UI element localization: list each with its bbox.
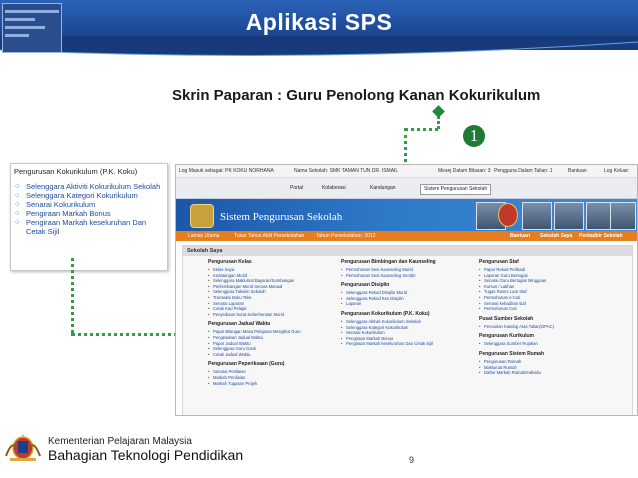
menu-group — [479, 351, 619, 376]
menu-group — [341, 311, 481, 347]
menu-link[interactable]: • Pencarian Katalog Atas Talian(OPAC) — [479, 324, 619, 330]
menu-link[interactable]: • Permohonan Cuti — [479, 306, 619, 312]
menu-group-heading: Pengurusan Bimbingan dan Kaunseling — [341, 259, 436, 265]
help-link[interactable]: Bantuan — [568, 168, 587, 174]
menu-group-list — [208, 369, 348, 386]
menu-link[interactable]: • Maklumat Rumah — [479, 365, 619, 371]
menu-link[interactable]: • Selenggara Sumber Rujukan — [479, 341, 619, 347]
menu-link[interactable]: • Permohonan Sesi Kaunseling Murid — [341, 267, 481, 273]
menu-link[interactable]: • Senarai Laporan — [208, 301, 348, 307]
menu-link[interactable]: • Papar Jadual Waktu — [208, 341, 348, 347]
menu-link[interactable]: • Senarai Kokurikulum — [341, 330, 481, 336]
menu-group-list — [479, 359, 619, 376]
menu-group-heading: Pengurusan Kokurikulum (P.K. Koku) — [341, 310, 430, 317]
app-subnav — [176, 231, 637, 241]
menu-group — [341, 282, 481, 307]
logged-in-user: Log Masuk sebagai: PK KOKU NORHANA — [179, 168, 274, 174]
menu-link[interactable]: • Kelas Saya — [208, 267, 348, 273]
menu-group-list — [341, 267, 481, 278]
menu-group — [208, 321, 348, 357]
menu-link[interactable]: • Pengiraan Markah keseluruhan Dan Cetak Sijil — [341, 341, 481, 347]
banner-wave — [0, 36, 638, 66]
logout-link[interactable]: Log Keluar — [604, 168, 629, 174]
nav-kolaborasi[interactable]: Kolaborasi — [322, 185, 346, 191]
sekolah-saya-panel — [182, 245, 633, 416]
ministry-name: Kementerian Pelajaran Malaysia — [48, 436, 192, 447]
menu-link[interactable]: • Permohonan Sesi Kaunseling Sendiri — [341, 273, 481, 279]
menu-group — [479, 316, 619, 330]
menu-link[interactable]: • Pengiraan Markah Bonus — [341, 336, 481, 342]
menu-panel-title: Pengurusan Kokurikulum (P.K. Koku) — [14, 167, 138, 176]
menu-link[interactable]: • Perkembangan Murid Secara Manual — [208, 284, 348, 290]
callout-diamond-icon — [432, 105, 445, 118]
menu-group — [208, 259, 348, 317]
menu-group-heading: Pengurusan Staf — [479, 259, 519, 265]
nav-portal[interactable]: Portal — [290, 185, 304, 191]
menu-link[interactable]: • Laporan — [341, 301, 481, 307]
menu-link[interactable]: • Selenggara Aktiviti Kokurikulum Sekolah — [341, 319, 481, 325]
menu-link[interactable]: • Transaksi Buku Teks — [208, 295, 348, 301]
menu-link[interactable]: • Permohonan e-Cuti — [479, 295, 619, 301]
nav-kandungan[interactable]: Kandungan — [370, 185, 396, 191]
menu-link[interactable]: • Daftar Markah Rumah/Individu — [479, 370, 619, 376]
menu-group — [341, 259, 481, 278]
header-photo — [610, 202, 636, 230]
app-header-title: Sistem Pengurusan Sekolah — [220, 211, 343, 223]
callout-number-badge: 1 — [463, 125, 485, 147]
nav-sps[interactable]: Sistem Pengurusan Sekolah — [420, 184, 491, 195]
app-topbar — [176, 165, 637, 178]
menu-panel-list — [15, 182, 165, 236]
menu-group-list — [341, 290, 481, 307]
division-name: Bahagian Teknologi Pendidikan — [48, 447, 244, 463]
active-users: Pengguna Dalam Talian: 1 — [494, 168, 553, 174]
menu-item[interactable]: ○ Selenggara Kategori Kokurikulum — [15, 191, 165, 200]
subnav-my-school[interactable]: Sekolah Saya — [540, 233, 573, 239]
menu-link[interactable]: • Selenggara Kategori Kokurikulum — [341, 325, 481, 331]
menu-link[interactable]: • Kedatangan Murid — [208, 273, 348, 279]
menu-link[interactable]: • Kursus / Latihan — [479, 284, 619, 290]
menu-group-list — [208, 267, 348, 317]
subnav-school-year: Tahun Persekolahan: 2012 — [316, 233, 376, 239]
menu-group-heading: Pengurusan Sistem Rumah — [479, 350, 545, 357]
menu-column — [208, 259, 348, 390]
app-navbar — [176, 178, 637, 199]
menu-group — [479, 259, 619, 312]
menu-group — [479, 333, 619, 347]
menu-link[interactable]: • Selenggara Guru Ganti — [208, 346, 348, 352]
menu-group-heading: Pengurusan Kurikulum — [479, 333, 535, 340]
callout-connector — [405, 128, 438, 131]
menu-link[interactable]: • Selenggara Maklumat Bayaran/Sumbangan — [208, 278, 348, 284]
menu-group-list — [208, 329, 348, 357]
menu-link[interactable]: • Cetak Kad Pelajar — [208, 306, 348, 312]
subnav-school-admin[interactable]: Pentadbir Sekolah — [579, 233, 623, 239]
menu-link[interactable]: • Markah Penilaian — [208, 375, 348, 381]
menu-item[interactable]: ○ Pengiraan Markah keseluruhan Dan Cetak Sijil — [15, 218, 165, 236]
menu-group-heading: Pusat Sumber Sekolah — [479, 315, 534, 322]
school-name: Nama Sekolah: SMK TAMAN TUN DR. ISMAIL — [294, 168, 399, 174]
menu-link[interactable]: • Pengesahan Jadual Waktu — [208, 335, 348, 341]
menu-group-list — [479, 324, 619, 330]
kokurikulum-menu-panel — [10, 163, 168, 271]
menu-link[interactable]: • Selenggara Rekod Kes Disiplin — [341, 296, 481, 302]
menu-link[interactable]: • Markah Tugasan Projek — [208, 381, 348, 387]
menu-column — [479, 259, 619, 380]
menu-group-heading: Pengurusan Disiplin — [341, 282, 390, 289]
page-number: 9 — [409, 455, 415, 465]
menu-group-heading: Pengurusan Peperiksaan (Guru) — [208, 361, 285, 368]
menu-link[interactable]: • Laporan Guru Bertugas — [479, 273, 619, 279]
menu-link[interactable]: • Penyediaan Surat Keberhentian Murid — [208, 312, 348, 318]
app-header — [176, 199, 637, 231]
menu-link[interactable]: • Papar Bilangan Masa Pelajaran Mengikut Guru — [208, 329, 348, 335]
menu-link[interactable]: • Selenggara Rekod Disiplin Murid — [341, 290, 481, 296]
menu-link[interactable]: • Senarai kehadiran staf — [479, 301, 619, 307]
header-photo — [522, 202, 552, 230]
ministry-logo-icon — [4, 432, 42, 462]
menu-group-heading: Pengurusan Kelas — [208, 259, 252, 265]
callout-connector — [404, 128, 407, 168]
menu-group-list — [341, 319, 481, 347]
school-crest-icon — [190, 204, 214, 228]
mail-count[interactable]: Mesej Dalam Bilasan: 3 — [438, 168, 491, 174]
slide-subtitle: Skrin Paparan : Guru Penolong Kanan Kokurikulum — [172, 87, 541, 104]
ministry-crest-icon — [498, 203, 518, 227]
subnav-help[interactable]: Bantuan — [510, 233, 530, 239]
menu-item[interactable]: ○ Senarai Kokurikulum — [15, 200, 165, 209]
slide-title: Aplikasi SPS — [245, 9, 393, 35]
sps-screenshot — [175, 164, 638, 416]
menu-link[interactable]: • Selenggara Takwim Sekolah — [208, 289, 348, 295]
menu-item[interactable]: ○ Selenggara Aktiviti Kokurikulum Sekolah — [15, 182, 165, 191]
menu-link[interactable]: • Papar Rekod Peribadi — [479, 267, 619, 273]
header-photo — [554, 202, 584, 230]
menu-link[interactable]: • Senarai Penilaian — [208, 369, 348, 375]
panel-connector — [71, 258, 74, 333]
menu-group-list — [479, 341, 619, 347]
menu-link[interactable]: • Cetak Jadual Waktu — [208, 352, 348, 358]
menu-link[interactable]: • Pengurusan Rumah — [479, 359, 619, 365]
subnav-home[interactable]: Laman Utama — [188, 233, 220, 239]
section-header — [183, 246, 632, 256]
menu-item[interactable]: ○ Pengiraan Markah Bonus — [15, 209, 165, 218]
menu-link[interactable]: • Tugas Rasmi Luar Staf — [479, 289, 619, 295]
menu-link[interactable]: • Senarai Guru Bertugas Mingguan — [479, 278, 619, 284]
menu-column — [341, 259, 481, 351]
menu-group — [208, 361, 348, 386]
section-title: Sekolah Saya — [187, 248, 223, 254]
subnav-change-year[interactable]: Tukar Tahun Aktif Persekolahan — [234, 233, 305, 239]
menu-group-list — [479, 267, 619, 312]
menu-group-heading: Pengurusan Jadual Waktu — [208, 321, 271, 328]
